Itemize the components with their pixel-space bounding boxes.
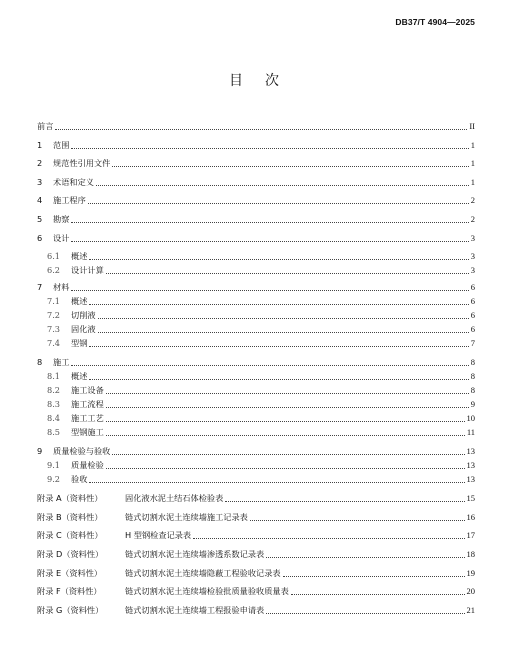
toc-entry-page: 2 — [470, 214, 475, 224]
toc-entry-label: 勘察 — [53, 214, 70, 224]
toc-entry-label: 质量检验与验收 — [53, 446, 111, 456]
toc-leader-dots — [98, 331, 469, 333]
toc-leader-dots — [106, 434, 465, 436]
toc-entry-page: 1 — [470, 158, 475, 168]
toc-entry[interactable] — [37, 603, 475, 617]
toc-entry-number: 7.4 — [47, 338, 61, 348]
toc-entry-number: 8.3 — [47, 399, 61, 409]
toc-entry-page: 6 — [470, 296, 475, 306]
toc-entry-page: 3 — [470, 233, 475, 243]
toc-leader-dots — [106, 467, 465, 469]
toc-entry-number: 附录 G（资料性） — [37, 605, 104, 615]
toc-entry-page: 3 — [470, 251, 475, 261]
toc-entry-label: 链式切割水泥土连续墙检验批质量验收质量表 — [125, 586, 289, 596]
toc-entry-label: 前言 — [37, 121, 54, 131]
toc-entry-number: 1 — [37, 140, 43, 150]
toc-entry-label: 规范性引用文件 — [53, 158, 111, 168]
toc-leader-dots — [225, 500, 464, 502]
toc-entry[interactable] — [37, 383, 475, 397]
toc-entry-page: 6 — [470, 282, 475, 292]
toc-entry[interactable] — [37, 156, 475, 170]
toc-entry-page: 13 — [466, 460, 475, 470]
toc-entry[interactable] — [37, 175, 475, 189]
toc-entry[interactable] — [37, 308, 475, 322]
toc-entry-label: 概述 — [71, 296, 88, 306]
toc-entry-page: 9 — [470, 399, 475, 409]
toc-entry-label: 施工设备 — [71, 385, 104, 395]
toc-entry-page: 6 — [470, 310, 475, 320]
toc-entry[interactable] — [37, 566, 475, 580]
toc-leader-dots — [106, 392, 469, 394]
toc-entry-number: 8.5 — [47, 427, 61, 437]
toc-entry-page: 1 — [470, 177, 475, 187]
toc-entry-label: 范围 — [53, 140, 70, 150]
toc-entry-label: 链式切割水泥土连续墙隐蔽工程验收记录表 — [125, 568, 281, 578]
toc-entry-label: 验收 — [71, 474, 88, 484]
toc-entry-page: 20 — [466, 586, 475, 596]
toc-entry-page: 3 — [470, 265, 475, 275]
toc-entry[interactable] — [37, 472, 475, 486]
toc-entry-number: 6.2 — [47, 265, 61, 275]
toc-entry[interactable] — [37, 138, 475, 152]
toc-entry-label: 切削液 — [71, 310, 96, 320]
toc-entry-number: 6.1 — [47, 251, 61, 261]
toc-entry-label: 固化液水泥土结石体检验表 — [125, 493, 224, 503]
toc-entry-label: 术语和定义 — [53, 177, 94, 187]
toc-entry[interactable] — [37, 528, 475, 542]
toc-entry[interactable] — [37, 336, 475, 350]
toc-entry-number: 8 — [37, 357, 43, 367]
toc-entry-number: 附录 C（资料性） — [37, 530, 103, 540]
toc-entry-page: 2 — [470, 195, 475, 205]
toc-entry-label: 施工 — [53, 357, 70, 367]
toc-entry-page: 1 — [470, 140, 475, 150]
toc-entry[interactable] — [37, 510, 475, 524]
toc-leader-dots — [106, 272, 469, 274]
toc-entry-page: 21 — [466, 605, 475, 615]
toc-leader-dots — [89, 258, 468, 260]
toc-leader-dots — [193, 537, 464, 539]
toc-entry-number: 9 — [37, 446, 43, 456]
toc-leader-dots — [266, 556, 464, 558]
toc-entry-page: 7 — [470, 338, 475, 348]
toc-leader-dots — [283, 575, 465, 577]
toc-entry[interactable] — [37, 193, 475, 207]
toc-entry-label: 设计 — [53, 233, 70, 243]
toc-leader-dots — [112, 165, 468, 167]
toc-entry-number: 4 — [37, 195, 43, 205]
toc-entry-label: 型钢施工 — [71, 427, 104, 437]
toc-entry-page: 6 — [470, 324, 475, 334]
toc-leader-dots — [250, 519, 465, 521]
toc-entry-number: 7.3 — [47, 324, 61, 334]
toc-entry-page: 18 — [466, 549, 475, 559]
toc-leader-dots — [106, 406, 469, 408]
toc-entry[interactable] — [37, 280, 475, 294]
toc-entry-label: 链式切割水泥土连续墙渗透系数记录表 — [125, 549, 265, 559]
toc-leader-dots — [106, 420, 465, 422]
toc-entry-label: 概述 — [71, 251, 88, 261]
toc-entry[interactable] — [37, 444, 475, 458]
toc-entry-number: 5 — [37, 214, 43, 224]
toc-leader-dots — [89, 345, 468, 347]
toc-entry-label: 链式切割水泥土连续墙施工记录表 — [125, 512, 248, 522]
toc-leader-dots — [89, 303, 468, 305]
toc-leader-dots — [266, 612, 464, 614]
toc-entry-number: 附录 D（资料性） — [37, 549, 104, 559]
toc-leader-dots — [71, 364, 468, 366]
toc-entry-number: 7.1 — [47, 296, 61, 306]
toc-entry-number: 8.2 — [47, 385, 61, 395]
toc-entry-label: 施工程序 — [53, 195, 86, 205]
toc-entry-number: 9.2 — [47, 474, 61, 484]
toc-leader-dots — [55, 128, 467, 130]
toc-entry-number: 8.1 — [47, 371, 61, 381]
toc-entry-number: 6 — [37, 233, 43, 243]
toc-entry-label: 材料 — [53, 282, 70, 292]
toc-entry[interactable] — [37, 458, 475, 472]
toc-entry-page: 17 — [466, 530, 475, 540]
toc-entry-label: 施工工艺 — [71, 413, 104, 423]
toc-leader-dots — [112, 453, 464, 455]
toc-entry-number: 附录 B（资料性） — [37, 512, 103, 522]
toc-entry-label: H 型钢检查记录表 — [125, 530, 192, 540]
toc-entry-page: 19 — [466, 568, 475, 578]
toc-entry-page: 15 — [466, 493, 475, 503]
toc-entry-page: II — [469, 121, 475, 131]
toc-entry-page: 16 — [466, 512, 475, 522]
toc-leader-dots — [88, 202, 469, 204]
toc-entry-label: 设计计算 — [71, 265, 104, 275]
toc-entry-label: 质量检验 — [71, 460, 104, 470]
toc-leader-dots — [98, 317, 469, 319]
toc-entry-number: 9.1 — [47, 460, 61, 470]
toc-leader-dots — [71, 147, 468, 149]
toc-leader-dots — [291, 593, 465, 595]
toc-entry-page: 10 — [466, 413, 475, 423]
toc-entry-page: 8 — [470, 357, 475, 367]
toc-leader-dots — [89, 378, 468, 380]
toc-entry-label: 施工流程 — [71, 399, 104, 409]
document-code: DB37/T 4904—2025 — [395, 17, 475, 27]
toc-entry-label: 型钢 — [71, 338, 88, 348]
toc-entry[interactable] — [37, 547, 475, 561]
toc-entry[interactable] — [37, 411, 475, 425]
toc-entry[interactable] — [37, 584, 475, 598]
toc-entry[interactable] — [37, 369, 475, 383]
toc-leader-dots — [71, 240, 468, 242]
toc-entry-page: 8 — [470, 371, 475, 381]
toc-entry[interactable] — [37, 231, 475, 245]
toc-leader-dots — [71, 221, 468, 223]
toc-entry[interactable] — [37, 491, 475, 505]
toc-entry-number: 8.4 — [47, 413, 61, 423]
toc-leader-dots — [89, 481, 464, 483]
toc-entry-number: 2 — [37, 158, 43, 168]
toc-entry[interactable] — [37, 355, 475, 369]
toc-entry-label: 固化液 — [71, 324, 96, 334]
toc-entry[interactable] — [37, 425, 475, 439]
toc-entry[interactable] — [37, 119, 475, 133]
toc-entry-number: 附录 E（资料性） — [37, 568, 103, 578]
toc-entry[interactable] — [37, 263, 475, 277]
page-title: 目次 — [229, 73, 301, 89]
toc-entry-page: 11 — [466, 427, 475, 437]
toc-entry[interactable] — [37, 397, 475, 411]
toc-entry[interactable] — [37, 249, 475, 263]
toc-entry-page: 13 — [466, 474, 475, 484]
toc-entry-page: 8 — [470, 385, 475, 395]
toc-entry[interactable] — [37, 322, 475, 336]
toc-leader-dots — [71, 289, 468, 291]
toc-entry-number: 3 — [37, 177, 43, 187]
toc-entry-number: 附录 F（资料性） — [37, 586, 102, 596]
toc-entry-number: 7 — [37, 282, 43, 292]
toc-entry-page: 13 — [466, 446, 475, 456]
toc-entry[interactable] — [37, 294, 475, 308]
toc-entry-number: 附录 A（资料性） — [37, 493, 103, 503]
toc-entry-number: 7.2 — [47, 310, 61, 320]
toc-entry[interactable] — [37, 212, 475, 226]
toc-leader-dots — [96, 184, 469, 186]
toc-entry-label: 概述 — [71, 371, 88, 381]
toc-entry-label: 链式切割水泥土连续墙工程报验申请表 — [125, 605, 265, 615]
